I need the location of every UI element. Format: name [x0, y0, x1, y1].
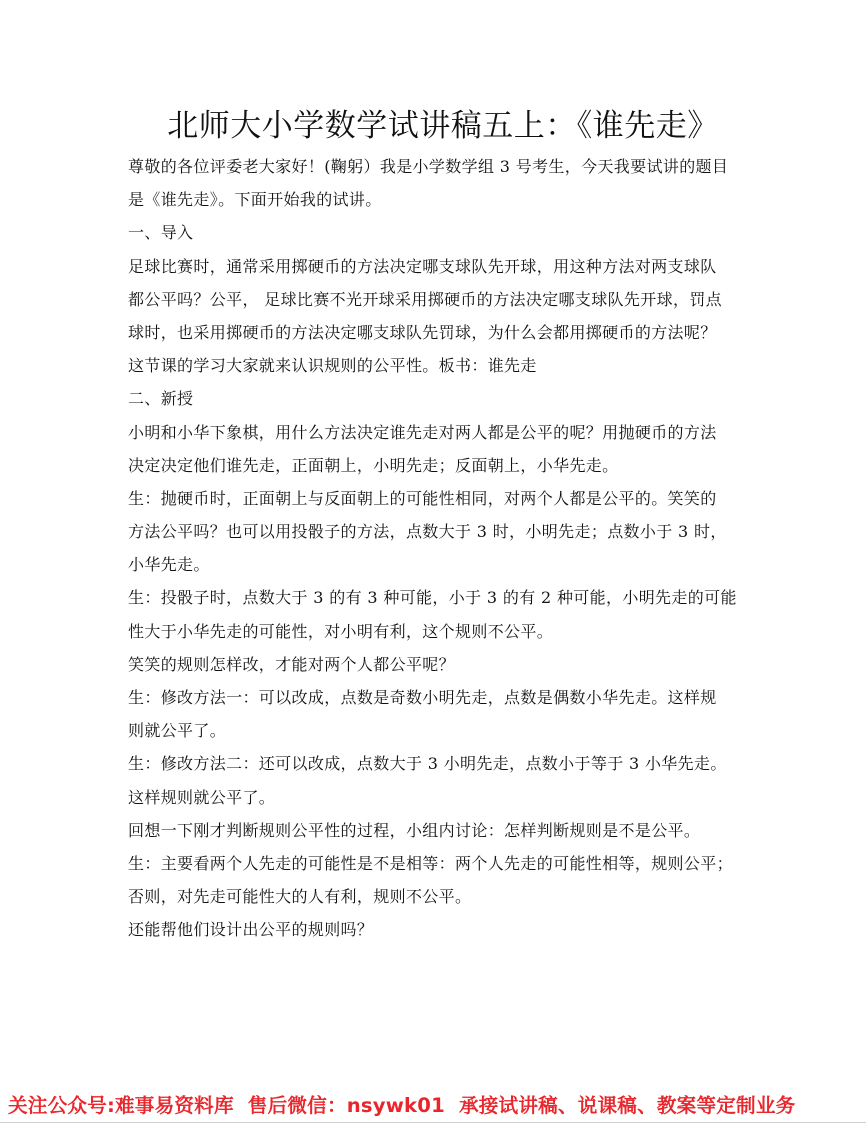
paragraph-line: 都公平吗？公平， 足球比赛不光开球采用掷硬币的方法决定哪支球队先开球，罚点 — [128, 289, 723, 309]
section-heading-new-lesson: 二、新授 — [128, 389, 194, 409]
paragraph-line: 还能帮他们设计出公平的规则吗？ — [128, 920, 374, 940]
paragraph-line: 回想一下刚才判断规则公平性的过程，小组内讨论：怎样判断规则是不是公平。 — [128, 820, 701, 840]
watermark-footer — [0, 1092, 866, 1123]
paragraph-line: 生：修改方法二：还可以改成，点数大于 3 小明先走，点数小于等于 3 小华先走。 — [128, 754, 727, 774]
paragraph-line: 决定决定他们谁先走，正面朝上，小明先走；反面朝上，小华先走。 — [128, 455, 619, 475]
paragraph-line: 这样规则就公平了。 — [128, 787, 276, 807]
document-title: 北师大小学数学试讲稿五上：《谁先走》 — [167, 108, 719, 144]
watermark-wechat: 售后微信：nsywk01 — [247, 1094, 445, 1117]
paragraph-line: 生：修改方法一：可以改成，点数是奇数小明先走，点数是偶数小华先走。这样规 — [128, 688, 717, 707]
document-body — [128, 150, 748, 947]
paragraph-line: 这节课的学习大家就来认识规则的公平性。板书：谁先走 — [128, 356, 537, 376]
paragraph-line: 球时，也采用掷硬币的方法决定哪支球队先罚球，为什么会都用掷硬币的方法呢？ — [128, 322, 717, 342]
paragraph-line: 否则，对先走可能性大的人有利，规则不公平。 — [128, 887, 472, 907]
paragraph-line: 小明和小华下象棋，用什么方法决定谁先走对两人都是公平的呢？用抛硬币的方法 — [128, 422, 717, 442]
paragraph-line: 方法公平吗？也可以用投骰子的方法，点数大于 3 时，小明先走；点数小于 3 时， — [128, 522, 727, 542]
paragraph-line: 则就公平了。 — [128, 721, 227, 741]
section-heading-intro: 一、导入 — [128, 223, 194, 243]
paragraph-line: 是《谁先走》。下面开始我的试讲。 — [128, 190, 382, 210]
watermark-account: 关注公众号:难事易资料库 — [8, 1094, 234, 1117]
paragraph-line: 生：抛硬币时，正面朝上与反面朝上的可能性相同，对两个人都是公平的。笑笑的 — [128, 488, 717, 508]
watermark-services: 承接试讲稿、说课稿、教案等定制业务 — [458, 1094, 796, 1117]
paragraph-line: 笑笑的规则怎样改，才能对两个人都公平呢？ — [128, 654, 456, 674]
paragraph-line: 性大于小华先走的可能性，对小明有利，这个规则不公平。 — [128, 621, 554, 641]
watermark-text — [8, 1092, 795, 1120]
paragraph-line: 小华先走。 — [128, 555, 210, 575]
paragraph-line: 生：主要看两个人先走的可能性是不是相等：两个人先走的可能性相等，规则公平； — [128, 853, 733, 873]
paragraph-line: 足球比赛时，通常采用掷硬币的方法决定哪支球队先开球，用这种方法对两支球队 — [128, 256, 717, 276]
paragraph-line: 尊敬的各位评委老大家好！(鞠躬）我是小学数学组 3 号考生，今天我要试讲的题目 — [128, 157, 729, 176]
paragraph-line: 生：投骰子时，点数大于 3 的有 3 种可能，小于 3 的有 2 种可能，小明先走的可能 — [128, 588, 737, 608]
